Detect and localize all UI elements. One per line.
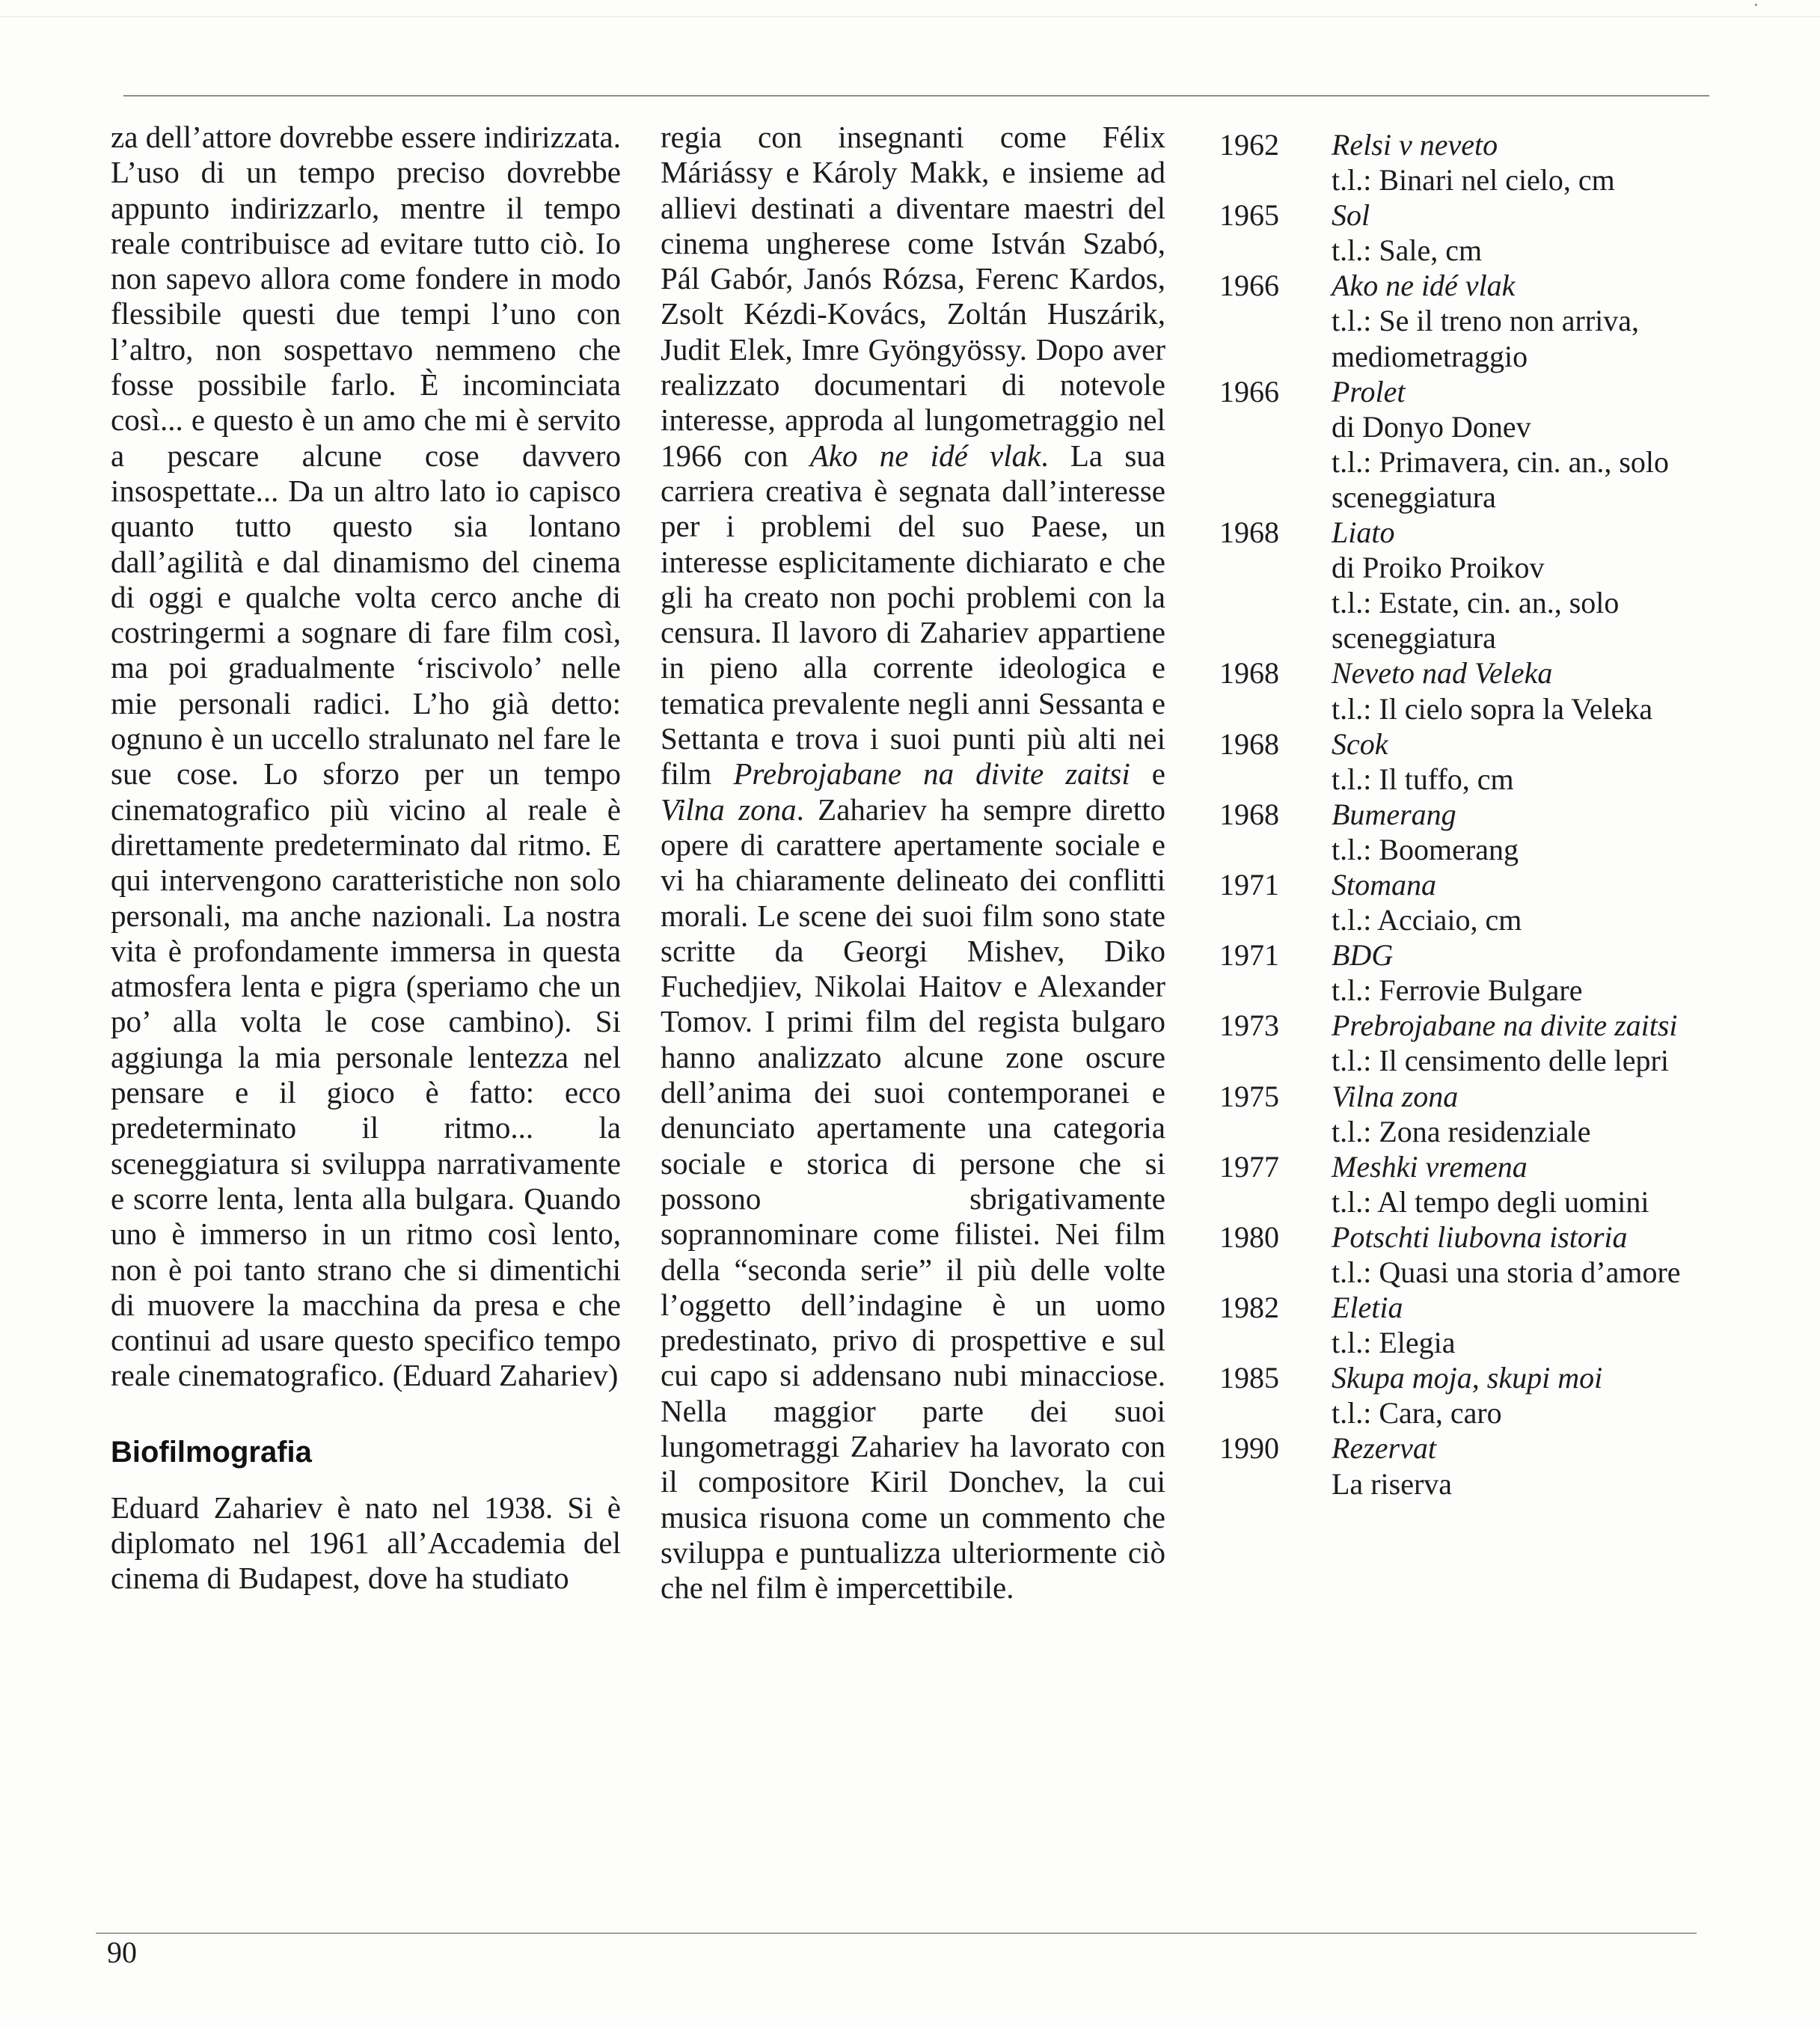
film-title: BDG [1332,938,1394,973]
filmography-entry [1167,1008,1713,1078]
filmography-entry [1167,797,1713,867]
film-title: Neveto nad Veleka [1332,656,1553,691]
film-year: 1968 [1219,515,1279,550]
film-detail: t.l.: Al tempo degli uomini [1332,1184,1649,1219]
film-title: Meshki vremena [1332,1149,1528,1184]
film-info [1332,515,1713,655]
film-detail: t.l.: Acciaio, cm [1332,903,1522,937]
film-detail: La riserva [1332,1466,1453,1501]
film-detail: t.l.: Il cielo sopra la Veleka [1332,691,1653,726]
film-info [1332,1430,1713,1501]
film-year: 1971 [1219,938,1279,973]
film-info [1332,268,1713,373]
film-detail: t.l.: Zona residenziale [1332,1114,1591,1148]
film-detail: t.l.: Quasi una storia d’amore [1332,1255,1681,1289]
film-detail: t.l.: Cara, caro [1332,1396,1502,1430]
film-title-inline: Vilna zona [661,792,797,827]
film-info [1332,127,1713,198]
film-info [1332,797,1713,867]
filmography-entry [1167,867,1713,937]
film-title: Stomana [1332,867,1436,902]
scan-speck [1755,4,1757,6]
film-title: Rezervat [1332,1431,1436,1466]
film-info [1332,937,1713,1008]
film-title-inline: Prebrojabane na divite zaitsi [733,756,1130,792]
header-rule [123,95,1709,97]
film-detail: di Proiko Proikov [1332,551,1545,585]
film-year: 1971 [1219,867,1279,902]
filmography-entry [1167,198,1713,268]
film-year: 1980 [1219,1219,1279,1254]
filmography-entry [1167,1149,1713,1219]
film-title: Relsi v neveto [1332,128,1498,162]
film-detail: t.l.: Ferrovie Bulgare [1332,973,1583,1008]
film-title: Prebrojabane na divite zaitsi [1332,1009,1678,1043]
film-title: Bumerang [1332,797,1456,831]
film-title-inline: Ako ne idé vlak [809,438,1041,473]
film-detail: t.l.: Primavera, cin. an., solo sceneggiatura [1332,444,1670,514]
paragraph-bio-continued [661,120,1165,1606]
text-column-2 [661,120,1165,1606]
filmography-entry [1167,937,1713,1008]
filmography-entry [1167,374,1713,515]
film-info [1332,198,1713,268]
film-info [1332,1290,1713,1360]
footer-rule [96,1932,1697,1934]
bio-text-2: . La sua carriera creativa è segnata dall’interesse per i problemi del suo Paese, un interesse esplicitamente dichiarato e che gli ha creato non pochi problemi con la censura. Il lavoro di Zahariev appartiene in pieno alla corrente ideologica e tematica prevalente negli anni Sessanta e Settanta e trova i suoi punti più alti nei film [661,438,1165,792]
film-info [1332,655,1713,726]
film-year: 1982 [1219,1291,1279,1325]
page-number: 90 [107,1935,137,1969]
filmography-entry [1167,268,1713,373]
film-info [1332,1219,1713,1290]
filmography-entry [1167,1430,1713,1501]
film-year: 1968 [1219,797,1279,831]
filmography-entry [1167,1360,1713,1430]
film-title: Liato [1332,515,1395,550]
film-title: Eletia [1332,1291,1403,1325]
film-info [1332,726,1713,797]
film-detail: t.l.: Boomerang [1332,832,1519,866]
film-year: 1962 [1219,128,1279,162]
filmography-entry [1167,1290,1713,1360]
film-detail: t.l.: Binari nel cielo, cm [1332,163,1615,198]
bio-text-1: regia con insegnanti come Félix Máriássy e Károly Makk, e insieme ad allievi destinati a diventare maestri del cinema ungherese come István Szabó, Pál Gabór, Janós Rózsa, Ferenc Kardos, Zsolt Kézdi-Kovács, Zoltán Huszárik, Judit Elek, Imre Gyöngyössy. Dopo aver realizzato documentari di notevole interesse, approda al lungometraggio nel 1966 con [661,120,1165,473]
film-year: 1985 [1219,1361,1279,1395]
film-detail: t.l.: Il censimento delle lepri [1332,1044,1669,1078]
filmography-entry [1167,726,1713,797]
film-year: 1966 [1219,269,1279,303]
filmography-entry [1167,1219,1713,1290]
film-detail: t.l.: Il tuffo, cm [1332,762,1514,796]
film-year: 1975 [1219,1079,1279,1113]
filmography-list [1167,127,1713,1502]
film-year: 1966 [1219,374,1279,408]
film-title: Ako ne idé vlak [1332,269,1516,303]
film-year: 1973 [1219,1009,1279,1043]
film-detail: t.l.: Se il treno non arriva, mediometraggio [1332,304,1640,373]
film-year: 1965 [1219,198,1279,233]
filmography-entry [1167,127,1713,198]
film-detail: t.l.: Sale, cm [1332,233,1483,268]
film-title: Potschti liubovna istoria [1332,1219,1628,1254]
filmography-entry [1167,515,1713,655]
film-info [1332,1360,1713,1430]
section-heading: Biofilmografia [111,1435,312,1469]
filmography-entry [1167,1079,1713,1149]
film-info [1332,1149,1713,1219]
text-column-1 [111,120,621,1597]
film-year: 1990 [1219,1431,1279,1466]
film-detail: di Donyo Donev [1332,409,1531,444]
film-title: Sol [1332,198,1370,233]
filmography-entry [1167,655,1713,726]
film-title: Skupa moja, skupi moi [1332,1361,1603,1395]
film-info [1332,1008,1713,1078]
film-detail: t.l.: Elegia [1332,1326,1456,1360]
film-detail: t.l.: Estate, cin. an., solo sceneggiatura [1332,586,1620,655]
film-year: 1968 [1219,656,1279,691]
scan-edge-line [0,16,1820,17]
film-title: Prolet [1332,374,1406,408]
film-year: 1968 [1219,726,1279,761]
film-title: Scok [1332,726,1388,761]
film-info [1332,867,1713,937]
bio-text-4: . Zahariev ha sempre diretto opere di carattere apertamente sociale e vi ha chiaramente delineato dei conflitti morali. Le scene dei suoi film sono state scritte da Georgi Mishev, Diko Fuchedjiev, Nikolai Haitov e Alexander Tomov. I primi film del regista bulgaro hanno analizzato alcune zone oscure dell’anima dei suoi contemporanei e denunciato apertamente una categoria sociale e storica di persone che si possono sbrigativamente soprannominare come filistei. Nei film della “seconda serie” il più delle volte l’oggetto dell’indagine è un uomo predestinato, privo di prospettive e sul cui capo si addensano nubi minacciose. Nella maggior parte dei suoi lungometraggi Zahariev ha lavorato con il compositore Kiril Donchev, la cui musica risuona come un commento che sviluppa e puntualizza ulteriormente ciò che nel film è impercettibile. [661,792,1165,1606]
paragraph-quote: za dell’attore dovrebbe essere indirizzata. L’uso di un tempo preciso dovrebbe appunto indirizzarlo, mentre il tempo reale contribuisce ad evitare tutto ciò. Io non sapevo allora come fondere in modo flessibile questi due tempi l’uno con l’altro, non sospettavo nemmeno che fosse possibile farlo. È incominciata così... e questo è un amo che mi è servito a pescare alcune cose davvero insospettate... Da un altro lato io capisco quanto tutto questo sia lontano dall’agilità e dal dinamismo del cinema di oggi e qualche volta cerco anche di costringermi a sognare di fare film così, ma poi gradualmente ‘riscivolo’ nelle mie personali radici. L’ho già detto: ognuno è un uccello stralunato nel fare le sue cose. Lo sforzo per un tempo cinematografico più vicino al reale è direttamente predeterminato dal ritmo. E qui intervengono caratteristiche non solo personali, ma anche nazionali. La nostra vita è profondamente immersa in questa atmosfera lenta e pigra (speriamo che un po’ alla volta le cose cambino). Si aggiunga la mia personale lentezza nel pensare e il gioco è fatto: ecco predeterminato il ritmo... la sceneggiatura si sviluppa narrativamente e scorre lenta, lenta alla bulgara. Quando uno è immerso in un ritmo così lento, non è poi tanto strano che si dimentichi di muovere la macchina da presa e che continui ad usare questo specifico tempo reale cinematografico. (Eduard Zahariev) [111,120,621,1393]
bio-text-3: e [1130,756,1166,792]
film-info [1332,374,1713,515]
paragraph-bio: Eduard Zahariev è nato nel 1938. Si è diplomato nel 1961 all’Accademia del cinema di Budapest, dove ha studiato [111,1490,621,1596]
film-title: Vilna zona [1332,1079,1459,1113]
film-year: 1977 [1219,1149,1279,1184]
film-info [1332,1079,1713,1149]
